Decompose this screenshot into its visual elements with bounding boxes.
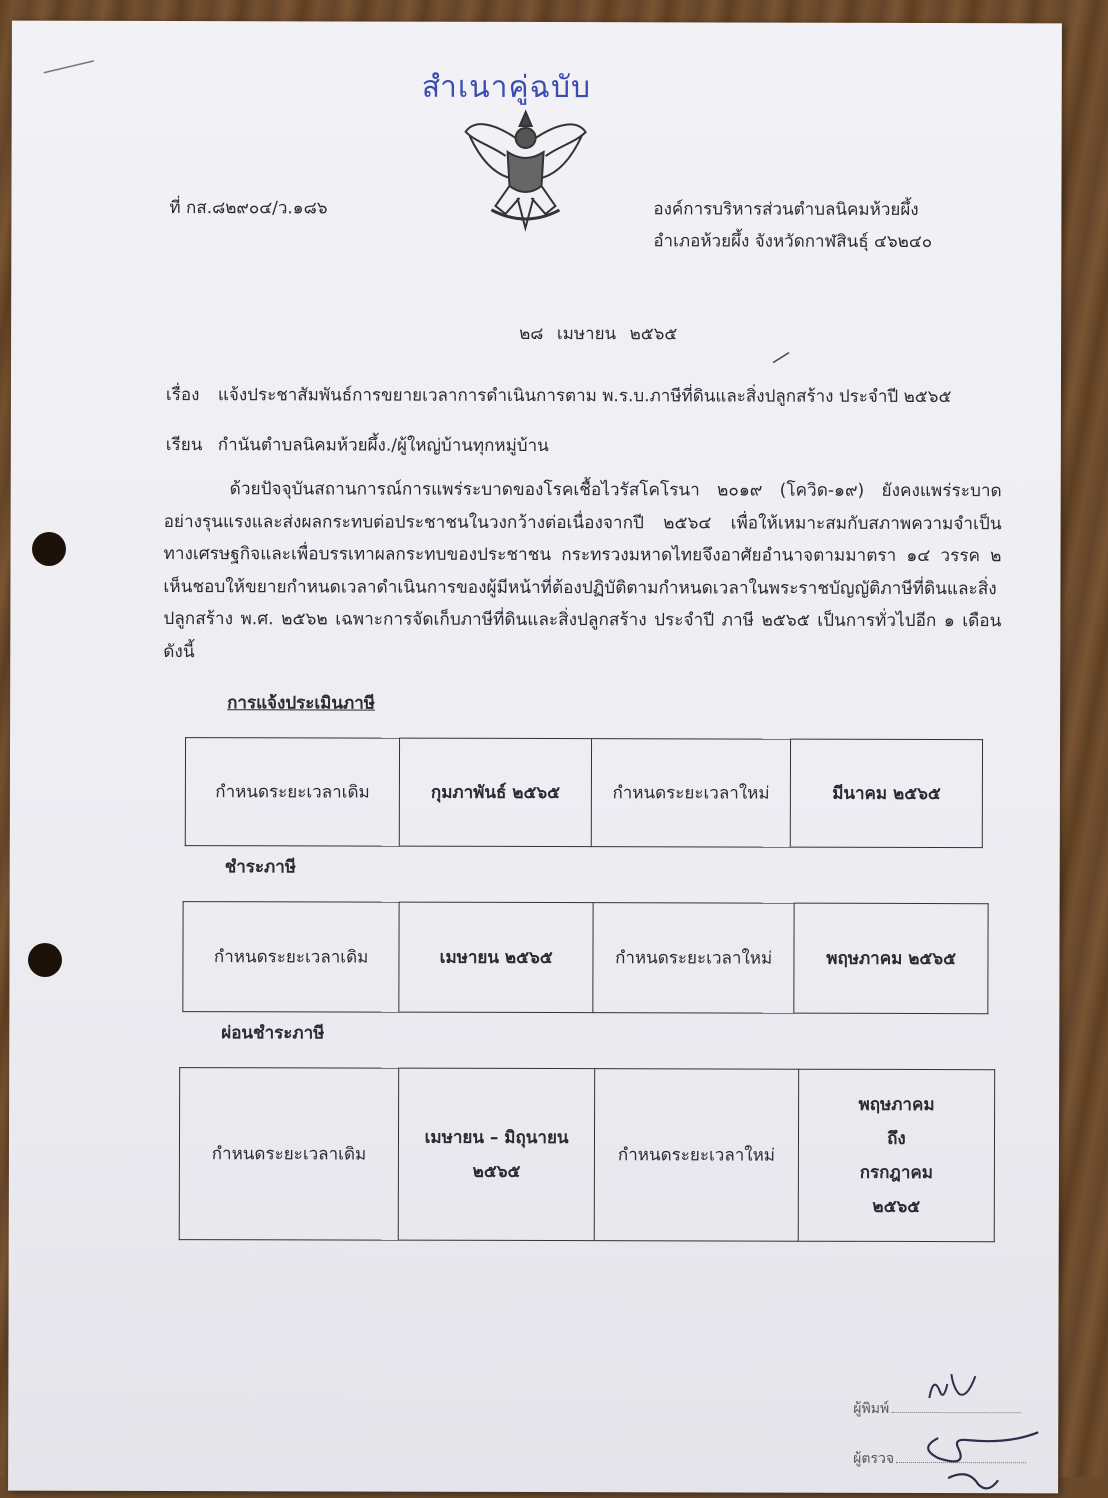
checker-label: ผู้ตรวจ [853, 1450, 895, 1467]
subject-line [166, 381, 951, 410]
checker-signature [908, 1418, 1048, 1498]
new-period-end: กรกฎาคม [859, 1162, 934, 1183]
pen-mark [42, 57, 98, 77]
original-period-range: เมษายน – มิถุนายน [424, 1127, 569, 1148]
new-period-value: มีนาคม ๒๕๖๕ [790, 739, 982, 848]
document-date: ๒๘ เมษายน ๒๕๖๕ [519, 323, 678, 345]
schedule-table-payment [182, 901, 988, 1014]
recipient-line [166, 431, 549, 459]
punch-hole [32, 532, 66, 566]
section-title-installment: ผ่อนชำระภาษี [221, 1023, 325, 1044]
recipient-text: กำนันตำบลนิคมห้วยผึ้ง./ผู้ใหญ่บ้านทุกหมู่บ้าน [217, 435, 549, 457]
body-paragraph: ด้วยปัจจุบันสถานการณ์การแพร่ระบาดของโรคเชื้อไวรัสโคโรนา ๒๐๑๙ (โควิด-๑๙) ยังคงแพร่ระบาดอย่างรุนแรงและส่งผลกระทบต่อประชาชนในวงกว้างต่อเนื่องจากปี ๒๕๖๔ เพื่อให้เหมาะสมกับสภาพความจำเป็นทางเศรษฐกิจและเพื่อบรรเทาผลกระทบของประชาชน กระทรวงมหาดไทยจึงอาศัยอำนาจตามมาตรา ๑๔ วรรค ๒ เห็นชอบให้ขยายกำหนดเวลาดำเนินการของผู้มีหน้าที่ต้องปฏิบัติตามกำหนดเวลาในพระราชบัญญัติภาษีที่ดินและสิ่งปลูกสร้าง พ.ศ. ๒๕๖๒ เฉพาะการจัดเก็บภาษีที่ดินและสิ่งปลูกสร้าง ประจำปี ภาษี ๒๕๖๕ เป็นการทั่วไปอีก ๑ เดือน ดังนี้ [163, 479, 1002, 662]
document-page [8, 21, 1062, 1494]
table-row [185, 738, 982, 848]
table-row [183, 902, 988, 1014]
original-period-label: กำหนดระยะเวลาเดิม [183, 902, 400, 1013]
original-period-value: เมษายน ๒๕๖๕ [399, 902, 593, 1013]
original-period-value: กุมภาพันธ์ ๒๕๖๕ [399, 738, 591, 847]
original-period-year: ๒๕๖๕ [472, 1161, 521, 1182]
garuda-emblem-icon [461, 102, 589, 232]
original-period-value [398, 1068, 595, 1241]
new-period-start: พฤษภาคม [858, 1094, 935, 1115]
subject-label: เรื่อง [165, 385, 200, 406]
section-title-payment: ชำระภาษี [224, 857, 297, 878]
new-period-label: กำหนดระยะเวลาใหม่ [593, 903, 795, 1014]
new-period-label: กำหนดระยะเวลาใหม่ [594, 1069, 798, 1242]
new-period-value: พฤษภาคม ๒๕๖๕ [794, 903, 988, 1014]
table-row [179, 1068, 994, 1242]
section-title-assessment: การแจ้งประเมินภาษี [227, 693, 376, 714]
original-period-label: กำหนดระยะเวลาเดิม [185, 738, 400, 847]
typist-label: ผู้พิมพ์ [853, 1400, 890, 1417]
reference-number: ที่ กส.๘๒๙๐๔/ว.๑๘๖ [169, 198, 328, 219]
original-period-label: กำหนดระยะเวลาเดิม [179, 1068, 399, 1241]
schedule-table-installment [179, 1067, 995, 1242]
pen-tick [769, 349, 793, 367]
schedule-table-assessment [185, 737, 983, 848]
copy-stamp: สำเนาคู่ฉบับ [421, 69, 592, 106]
organization-address: อำเภอห้วยผึ้ง จังหวัดกาฬสินธุ์ ๔๖๒๔๐ [653, 231, 933, 253]
new-period-to: ถึง [887, 1128, 906, 1149]
new-period-value [798, 1069, 995, 1242]
recipient-label: เรียน [165, 435, 203, 456]
subject-text: แจ้งประชาสัมพันธ์การขยายเวลาการดำเนินการตาม พ.ร.บ.ภาษีที่ดินและสิ่งปลูกสร้าง ประจำปี ๒๕๖๕ [217, 385, 952, 408]
new-period-year: ๒๕๖๕ [872, 1196, 921, 1217]
new-period-label: กำหนดระยะเวลาใหม่ [591, 739, 791, 848]
organization-name: องค์การบริหารส่วนตำบลนิคมห้วยผึ้ง [653, 199, 919, 221]
typist-initials-signature [923, 1368, 983, 1408]
punch-hole [28, 943, 62, 977]
